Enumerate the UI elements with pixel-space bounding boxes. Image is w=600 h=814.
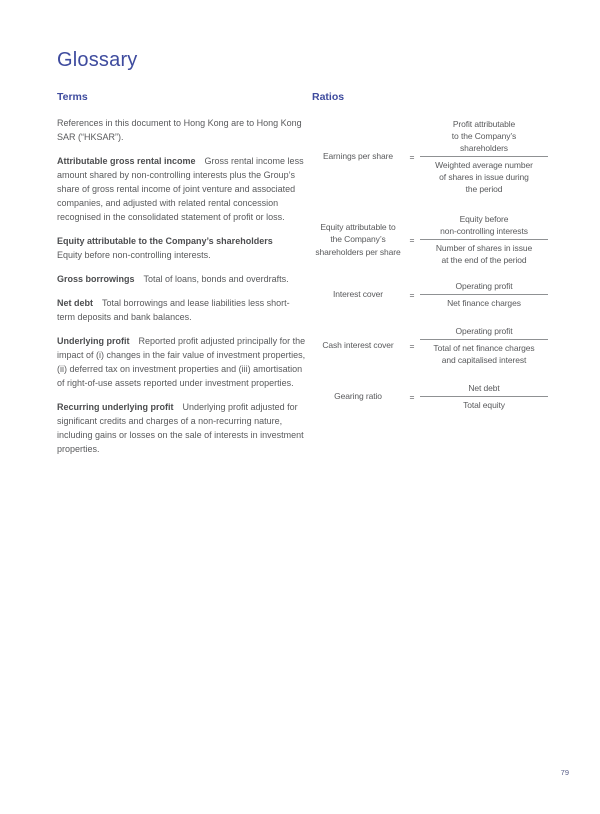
term-definition: Underlying profit adjusted for significant credits and charges of a non-recurring nature, including gains or losses on the sale of interests in investment properties. [57,402,304,454]
term-definition: Reported profit adjusted principally for the impact of (i) changes in the fair value of investment properties, (ii) deferred tax on investment properties and (iii) amortisation of right-of-use assets reported under investment properties. [57,336,306,388]
equals-sign: = [409,391,415,402]
fraction [420,325,548,366]
fraction-numerator: Operating profit [420,280,548,295]
terms-column [57,90,307,456]
fraction [420,280,548,309]
terms-intro: References in this document to Hong Kong are to Hong Kong SAR (“HKSAR”). [57,118,302,142]
term-entry [57,296,307,324]
term-label: Gross borrowings [57,274,135,284]
ratio-label: Cash interest cover [322,340,394,351]
fraction-denominator: Number of shares in issue at the end of the period [435,243,533,265]
fraction [420,118,548,195]
term-label: Equity attributable to the Company’s shareholders [57,236,273,246]
page-title: Glossary [57,49,138,72]
page-number: 79 [560,768,569,777]
fraction-numerator: Operating profit [420,325,548,340]
ratio-label: Equity attributable to the Company’s shareholders per share [315,221,401,257]
fraction-denominator: Total equity [463,400,505,410]
ratio-label: Gearing ratio [334,391,382,402]
fraction-numerator: Net debt [420,382,548,397]
term-definition: Total borrowings and lease liabilities less short-term deposits and bank balances. [57,298,290,322]
ratio-row [312,325,548,366]
term-label: Net debt [57,298,93,308]
equals-sign: = [409,234,415,245]
equals-sign: = [409,151,415,162]
term-label: Underlying profit [57,336,130,346]
term-entry [57,400,307,456]
ratios-heading: Ratios [312,91,345,103]
equals-sign: = [409,289,415,300]
term-entry [57,272,307,286]
fraction-denominator: Weighted average number of shares in issue during the period [435,160,533,194]
fraction-numerator: Equity before non-controlling interests [420,213,548,240]
term-definition: Equity before non-controlling interests. [57,250,211,260]
fraction-numerator: Profit attributable to the Company’s shareholders [420,118,548,157]
term-entry [57,154,307,224]
fraction-denominator: Total of net finance charges and capitalised interest [433,343,535,365]
terms-heading: Terms [57,91,88,103]
fraction-denominator: Net finance charges [447,298,521,308]
ratio-row [312,213,548,266]
ratio-row [312,118,548,195]
term-entry [57,234,307,262]
term-definition: Total of loans, bonds and overdrafts. [143,274,289,284]
terms-entries [57,154,307,456]
fraction [420,382,548,411]
fraction [420,213,548,266]
term-entry [57,334,307,390]
term-label: Attributable gross rental income [57,156,196,166]
ratios-column [312,90,548,411]
ratio-list [312,118,548,411]
ratio-row [312,382,548,411]
ratio-label: Earnings per share [322,151,394,162]
equals-sign: = [409,340,415,351]
term-definition: Gross rental income less amount shared by non-controlling interests plus the Group’s share of gross rental income of joint venture and associated companies, and adjusted with related rental concession recognised in the consolidated statement of profit or loss. [57,156,304,222]
term-label: Recurring underlying profit [57,402,174,412]
ratio-row [312,280,548,309]
ratio-label: Interest cover [332,289,384,300]
